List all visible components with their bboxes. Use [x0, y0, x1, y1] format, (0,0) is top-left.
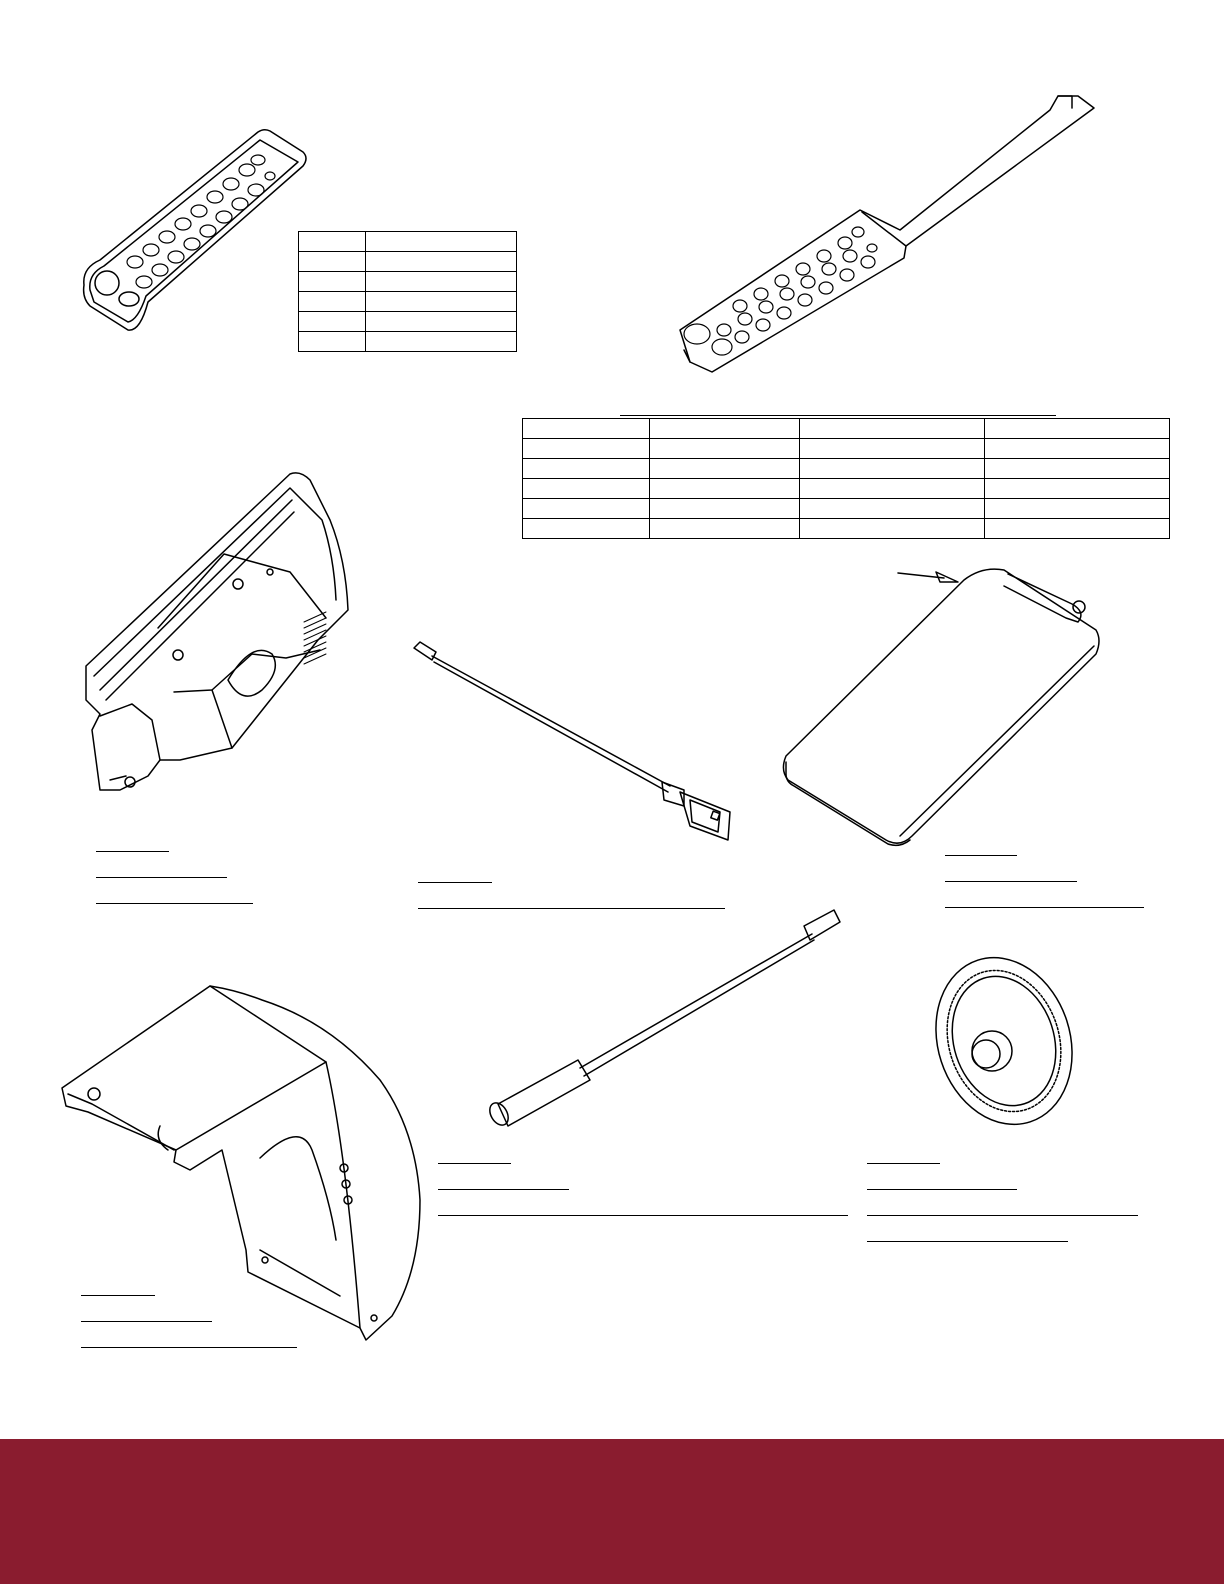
- encoder-wheel-icon: [915, 940, 1093, 1142]
- table-row: [523, 419, 1170, 439]
- caption-line: [418, 908, 725, 909]
- table-row: [523, 459, 1170, 479]
- caption-line: [867, 1163, 940, 1164]
- table-row: [523, 499, 1170, 519]
- caption-line: [867, 1241, 1068, 1242]
- table-row: [523, 519, 1170, 539]
- switch-cable-icon: [414, 642, 730, 840]
- parts-table-small: [298, 212, 517, 352]
- caption-line: [867, 1215, 1138, 1216]
- caption-line: [81, 1321, 212, 1322]
- bracket-arm-icon: [62, 986, 420, 1340]
- sensor-cable-icon: [486, 910, 840, 1128]
- caption-line: [945, 907, 1144, 908]
- caption-line: [418, 882, 492, 883]
- caption-line: [867, 1189, 1017, 1190]
- table-row: [299, 272, 517, 292]
- caption-line: [438, 1215, 848, 1216]
- caption-line: [945, 881, 1077, 882]
- table-row: [299, 292, 517, 312]
- footer-band: [0, 1439, 1224, 1584]
- keypad-ribbon-icon: [680, 96, 1094, 372]
- table-row: [299, 212, 517, 232]
- console-housing-icon: [86, 473, 348, 790]
- caption-line: [438, 1163, 511, 1164]
- caption-line: [81, 1295, 155, 1296]
- overlay-strip-icon: [84, 130, 306, 330]
- table-row: [299, 232, 517, 252]
- caption-line: [96, 877, 227, 878]
- table-row: [299, 252, 517, 272]
- table-row: [523, 439, 1170, 459]
- caption-line: [81, 1347, 297, 1348]
- caption-line: [96, 903, 253, 904]
- table-row: [523, 479, 1170, 499]
- cover-plate-icon: [783, 569, 1099, 845]
- caption-line: [438, 1189, 569, 1190]
- caption-line: [96, 851, 169, 852]
- table-title-rule: [620, 415, 1056, 416]
- table-row: [299, 312, 517, 332]
- caption-line: [945, 855, 1017, 856]
- parts-table-wide: [522, 418, 1170, 539]
- table-row: [299, 332, 517, 352]
